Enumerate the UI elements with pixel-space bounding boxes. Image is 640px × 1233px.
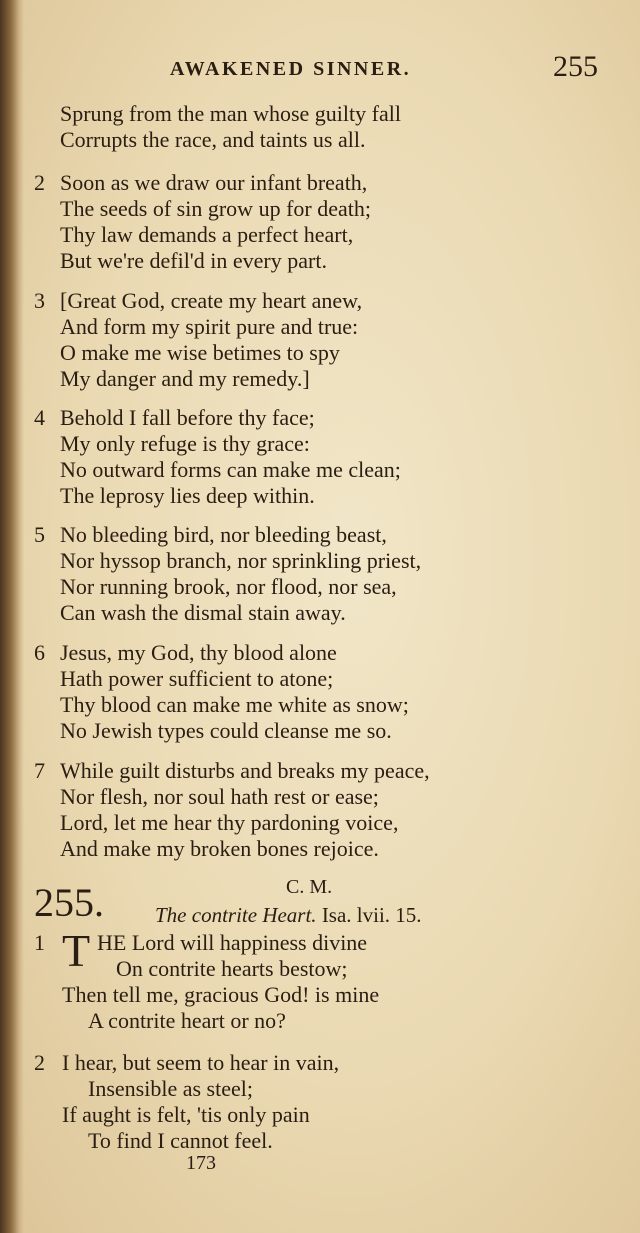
- hymn-title-line: [155, 903, 422, 928]
- verse-line: Then tell me, gracious God! is mine: [62, 982, 380, 1007]
- verse-line: Corrupts the race, and taints us all.: [60, 127, 366, 152]
- verse-line: My only refuge is thy grace:: [60, 431, 310, 456]
- verse-line: My danger and my remedy.]: [60, 366, 310, 391]
- hymn-meter: C. M.: [286, 876, 333, 898]
- verse-line: O make me wise betimes to spy: [60, 340, 340, 365]
- drop-cap: T: [62, 925, 91, 976]
- stanza-number: 6: [34, 640, 45, 665]
- verse-line: I hear, but seem to hear in vain,: [62, 1050, 340, 1075]
- verse-line: Thy blood can make me white as snow;: [60, 692, 409, 717]
- verse-line: And make my broken bones rejoice.: [60, 836, 379, 861]
- verse-line: Nor hyssop branch, nor sprinkling priest,: [60, 548, 422, 573]
- verse-line: Nor flesh, nor soul hath rest or ease;: [60, 784, 379, 809]
- hymn-title: The contrite Heart.: [155, 903, 317, 927]
- verse-line: Sprung from the man whose guilty fall: [60, 101, 401, 126]
- scripture-reference: Isa. lvii. 15.: [321, 903, 422, 927]
- stanza-number: 2: [34, 170, 45, 195]
- verse-line: Jesus, my God, thy blood alone: [60, 640, 337, 665]
- verse-line: And form my spirit pure and true:: [60, 314, 359, 339]
- stanza-number: 3: [34, 288, 45, 313]
- verse-line: Behold I fall before thy face;: [60, 405, 315, 430]
- printer-signature: 173: [186, 1152, 216, 1174]
- verse-line: On contrite hearts bestow;: [116, 956, 348, 981]
- verse-line: Insensible as steel;: [88, 1076, 253, 1101]
- page-number: 255: [553, 50, 598, 83]
- verse-line: Thy law demands a perfect heart,: [60, 222, 354, 247]
- hymn-number: 255.: [34, 880, 104, 925]
- verse-line: [Great God, create my heart anew,: [60, 288, 363, 313]
- verse-line: Hath power sufficient to atone;: [60, 666, 334, 691]
- verse-line: HE Lord will happiness divine: [97, 930, 368, 955]
- verse-line: No outward forms can make me clean;: [60, 457, 401, 482]
- verse-line: While guilt disturbs and breaks my peace,: [60, 758, 430, 783]
- verse-line: Nor running brook, nor flood, nor sea,: [60, 574, 397, 599]
- stanza-number: 2: [34, 1050, 45, 1075]
- stanza-number: 7: [34, 758, 45, 783]
- verse-line: Can wash the dismal stain away.: [60, 600, 346, 625]
- verse-line: The leprosy lies deep within.: [60, 483, 315, 508]
- stanza-number: 5: [34, 522, 45, 547]
- verse-line: Soon as we draw our infant breath,: [60, 170, 368, 195]
- verse-line: To find I cannot feel.: [88, 1128, 273, 1153]
- verse-line: But we're defil'd in every part.: [60, 248, 327, 273]
- stanza-number: 1: [34, 930, 45, 955]
- verse-line: No Jewish types could cleanse me so.: [60, 718, 392, 743]
- verse-line: No bleeding bird, nor bleeding beast,: [60, 522, 387, 547]
- verse-line: Lord, let me hear thy pardoning voice,: [60, 810, 399, 835]
- running-title: AWAKENED SINNER.: [170, 58, 412, 80]
- stanza-number: 4: [34, 405, 45, 430]
- verse-line: A contrite heart or no?: [88, 1008, 286, 1033]
- verse-line: If aught is felt, 'tis only pain: [62, 1102, 310, 1127]
- verse-line: The seeds of sin grow up for death;: [60, 196, 371, 221]
